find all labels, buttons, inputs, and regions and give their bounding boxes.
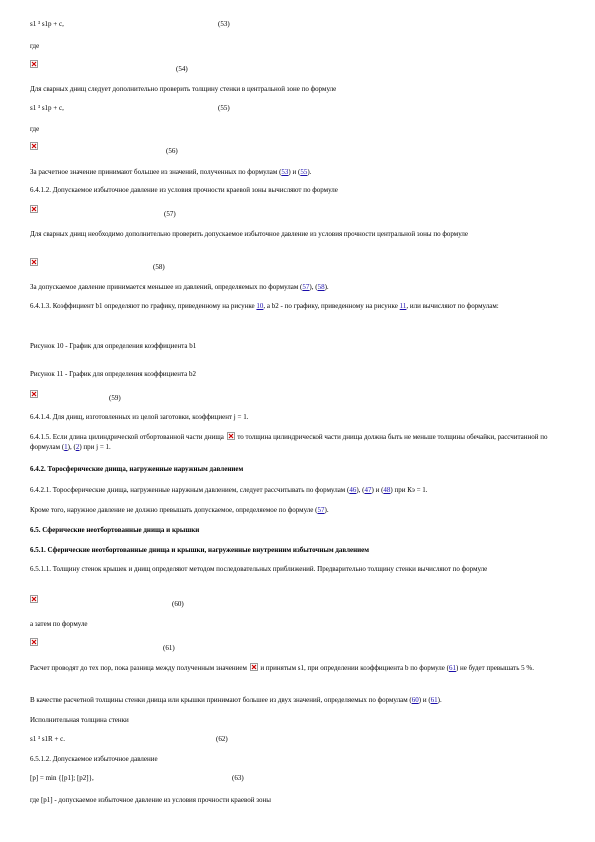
figure-link-10[interactable]: 10 — [256, 302, 264, 310]
formula-link-47[interactable]: 47 — [364, 486, 372, 494]
paragraph: 6.5.1.2. Допускаемое избыточное давление — [30, 755, 158, 763]
paragraph: В качестве расчетной толщины стенки днища или крышки принимают большее из двух значений, определяемых по формулам (60) и (61). — [30, 696, 442, 704]
formula-link-46[interactable]: 46 — [349, 486, 357, 494]
formula-text: s1 ³ s1p + c, — [30, 104, 64, 112]
paragraph: Для сварных днищ необходимо дополнительно проверить допускаемое избыточное давление из условия прочности центральной зоны по формуле — [30, 230, 468, 238]
equation-number: (62) — [216, 735, 228, 743]
formula-line-63 — [30, 773, 560, 783]
paragraph: 6.4.1.4. Для днищ, изготовленных из целой заготовки, коэффициент j = 1. — [30, 413, 249, 421]
paragraph: Кроме того, наружное давление не должно превышать допускаемое, определяемое по формуле (57). — [30, 506, 329, 514]
paragraph: За расчетное значение принимают большее из значений, полученных по формулам (53) и (55). — [30, 168, 312, 176]
formula-line-53 — [30, 19, 560, 29]
paragraph: 6.4.1.2. Допускаемое избыточное давление из условия прочности краевой зоны вычисляют по формуле — [30, 186, 338, 194]
section-heading: 6.5.1. Сферические неотбортованные днища и крышки, нагруженные внутренним избыточным давлением — [30, 546, 370, 554]
formula-link-1[interactable]: 1 — [64, 443, 68, 451]
broken-image-icon — [30, 595, 38, 603]
equation-number: (55) — [218, 104, 230, 112]
broken-image-icon — [30, 205, 38, 213]
section-heading: 6.5. Сферические неотбортованные днища и крышки — [30, 526, 200, 534]
formula-text: s1 ³ s1R + c. — [30, 735, 66, 743]
formula-link-53[interactable]: 53 — [281, 168, 289, 176]
broken-image-icon — [250, 663, 258, 671]
paragraph: Исполнительная толщина стенки — [30, 716, 129, 724]
figure-link-11[interactable]: 11 — [399, 302, 407, 310]
paragraph: За допускаемое давление принимается меньшее из давлений, определяемых по формулам (57), (58). — [30, 283, 329, 291]
equation-number: (58) — [153, 263, 165, 271]
paragraph: где [p1] - допускаемое избыточное давление из условия прочности краевой зоны — [30, 796, 271, 804]
equation-number: (57) — [164, 210, 176, 218]
section-heading: 6.4.2. Торосферические днища, нагруженные наружным давлением — [30, 465, 244, 473]
formula-link-57[interactable]: 57 — [302, 283, 310, 291]
formula-link-61[interactable]: 61 — [448, 664, 456, 672]
formula-link-57[interactable]: 57 — [317, 506, 325, 514]
paragraph: 6.4.1.3. Коэффициент b1 определяют по графику, приведенному на рисунке 10, а b2 - по графику, приведенному на рисунке 11, или вычисляют по формулам: — [30, 302, 499, 310]
formula-text: [p] = min {[p1]; [p2]}, — [30, 774, 94, 782]
paragraph: а затем по формуле — [30, 620, 88, 628]
broken-image-icon — [30, 60, 38, 68]
formula-link-2[interactable]: 2 — [75, 443, 80, 451]
equation-number: (53) — [218, 20, 230, 28]
equation-number: (59) — [109, 394, 121, 402]
equation-number: (56) — [166, 147, 178, 155]
where-label: где — [30, 125, 40, 133]
equation-number: (60) — [172, 600, 184, 608]
equation-number: (54) — [176, 65, 188, 73]
figure-caption-11: Рисунок 11 - График для определения коэффициента b2 — [30, 370, 197, 378]
formula-link-48[interactable]: 48 — [383, 486, 391, 494]
paragraph: Расчет проводят до тех пор, пока разница между полученным значением и принятым s1, при определении коэффициента b по формуле (61) не будет превышать 5 %. — [30, 664, 534, 672]
broken-image-icon — [227, 432, 235, 440]
formula-link-55[interactable]: 55 — [300, 168, 308, 176]
formula-line-62 — [30, 734, 560, 744]
broken-image-icon — [30, 142, 38, 150]
figure-caption-10: Рисунок 10 - График для определения коэффициента b1 — [30, 342, 197, 350]
paragraph: 6.5.1.1. Толщину стенок крышек и днищ определяют методом последовательных приближений. Предварительно толщину стенки вычисляют по формуле — [30, 565, 488, 573]
equation-number: (61) — [163, 644, 175, 652]
formula-link-58[interactable]: 58 — [317, 283, 325, 291]
formula-text: s1 ³ s1p + c, — [30, 20, 64, 28]
paragraph: 6.4.1.5. Если длина цилиндрической отбортованной части днища то толщина цилиндрической части днища должна быть не меньше толщины обечайки, рассчитанной по формулам (1), (2) при j = 1. — [30, 433, 548, 451]
paragraph: Для сварных днищ следует дополнительно проверить толщину стенки в центральной зоне по формуле — [30, 85, 337, 93]
broken-image-icon — [30, 638, 38, 646]
broken-image-icon — [30, 258, 38, 266]
formula-link-60[interactable]: 60 — [411, 696, 419, 704]
formula-line-55 — [30, 103, 560, 113]
where-label: где — [30, 42, 40, 50]
broken-image-icon — [30, 390, 38, 398]
formula-link-61[interactable]: 61 — [430, 696, 438, 704]
paragraph: 6.4.2.1. Торосферические днища, нагруженные наружным давлением, следует рассчитывать по формулам (46), (47) и (48) при Кэ = 1. — [30, 486, 428, 494]
equation-number: (63) — [232, 774, 244, 782]
